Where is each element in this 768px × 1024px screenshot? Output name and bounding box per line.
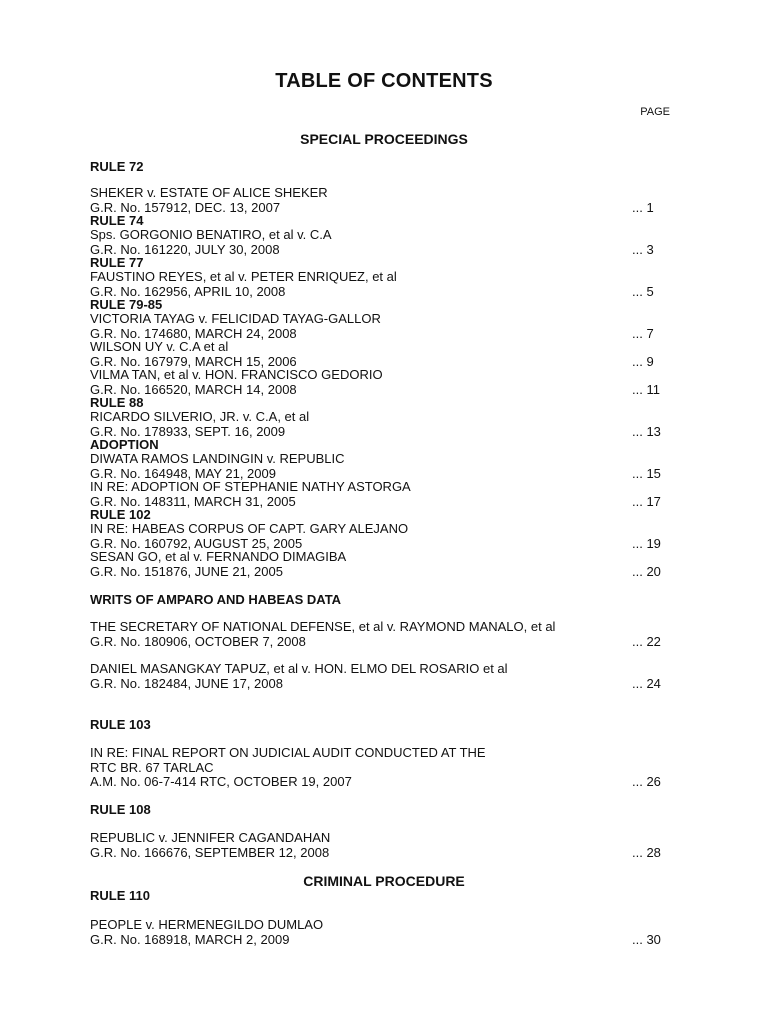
entry-page: ... 30 [632,932,661,947]
entry-case: DIWATA RAMOS LANDINGIN v. REPUBLIC [90,451,345,466]
heading-rule-72: RULE 72 [90,159,144,174]
entry-case: WILSON UY v. C.A et al [90,339,229,354]
entry-citation: G.R. No. 182484, JUNE 17, 2008 [90,676,283,691]
entry-citation: G.R. No. 161220, JULY 30, 2008 [90,242,280,257]
entry-page: ... 3 [632,242,654,257]
entry-citation: G.R. No. 162956, APRIL 10, 2008 [90,284,286,299]
entry-page: ... 13 [632,424,661,439]
entry-case-continued: RTC BR. 67 TARLAC [90,760,214,775]
entry-case: Sps. GORGONIO BENATIRO, et al v. C.A [90,227,332,242]
entry-page: ... 15 [632,466,661,481]
entry-page: ... 20 [632,564,661,579]
heading-rule-88: RULE 88 [90,395,144,410]
entry-case: IN RE: HABEAS CORPUS OF CAPT. GARY ALEJANO [90,521,409,536]
entry-case: SESAN GO, et al v. FERNANDO DIMAGIBA [90,549,347,564]
heading-rule-103: RULE 103 [90,717,151,732]
page-title: TABLE OF CONTENTS [275,70,493,92]
entry-citation: G.R. No. 164948, MAY 21, 2009 [90,466,276,481]
entry-case: THE SECRETARY OF NATIONAL DEFENSE, et al v. RAYMOND MANALO, et al [90,619,556,634]
entry-case: REPUBLIC v. JENNIFER CAGANDAHAN [90,830,331,845]
page-column-label: PAGE [640,106,670,118]
entry-case: IN RE: FINAL REPORT ON JUDICIAL AUDIT CONDUCTED AT THE [90,745,486,760]
entry-case: DANIEL MASANGKAY TAPUZ, et al v. HON. ELMO DEL ROSARIO et al [90,661,508,676]
entry-citation: G.R. No. 160792, AUGUST 25, 2005 [90,536,303,551]
entry-citation: G.R. No. 167979, MARCH 15, 2006 [90,354,297,369]
entry-page: ... 28 [632,845,661,860]
entry-case: IN RE: ADOPTION OF STEPHANIE NATHY ASTORGA [90,479,411,494]
entry-citation: G.R. No. 174680, MARCH 24, 2008 [90,326,297,341]
entry-citation: G.R. No. 178933, SEPT. 16, 2009 [90,424,286,439]
entry-citation: G.R. No. 166520, MARCH 14, 2008 [90,382,297,397]
heading-adoption: ADOPTION [90,437,159,452]
entry-case: FAUSTINO REYES, et al v. PETER ENRIQUEZ, et al [90,269,397,284]
entry-case: PEOPLE v. HERMENEGILDO DUMLAO [90,917,324,932]
heading-rule-110: RULE 110 [90,888,150,903]
entry-citation: A.M. No. 06-7-414 RTC, OCTOBER 19, 2007 [90,774,352,789]
section-criminal-procedure: CRIMINAL PROCEDURE [303,873,465,889]
entry-citation: G.R. No. 166676, SEPTEMBER 12, 2008 [90,845,330,860]
entry-page: ... 9 [632,354,654,369]
heading-rule-102: RULE 102 [90,507,151,522]
heading-rule-108: RULE 108 [90,802,151,817]
entry-case: RICARDO SILVERIO, JR. v. C.A, et al [90,409,310,424]
entry-page: ... 24 [632,676,661,691]
entry-page: ... 5 [632,284,654,299]
heading-writs: WRITS OF AMPARO AND HABEAS DATA [90,592,342,607]
entry-case: VILMA TAN, et al v. HON. FRANCISCO GEDORIO [90,367,383,382]
entry-citation: G.R. No. 180906, OCTOBER 7, 2008 [90,634,306,649]
heading-rule-77: RULE 77 [90,255,144,270]
entry-page: ... 17 [632,494,661,509]
entry-citation: G.R. No. 151876, JUNE 21, 2005 [90,564,283,579]
entry-page: ... 22 [632,634,661,649]
entry-case: VICTORIA TAYAG v. FELICIDAD TAYAG-GALLOR [90,311,381,326]
entry-citation: G.R. No. 168918, MARCH 2, 2009 [90,932,290,947]
entry-page: ... 7 [632,326,654,341]
entry-page: ... 19 [632,536,661,551]
entry-page: ... 26 [632,774,661,789]
heading-rule-79-85: RULE 79-85 [90,297,163,312]
entry-citation: G.R. No. 148311, MARCH 31, 2005 [90,494,296,509]
entry-page: ... 1 [632,200,654,215]
heading-rule-74: RULE 74 [90,213,144,228]
entry-citation: G.R. No. 157912, DEC. 13, 2007 [90,200,281,215]
section-special-proceedings: SPECIAL PROCEEDINGS [300,131,468,147]
entry-page: ... 11 [632,382,660,397]
entry-case: SHEKER v. ESTATE OF ALICE SHEKER [90,185,328,200]
